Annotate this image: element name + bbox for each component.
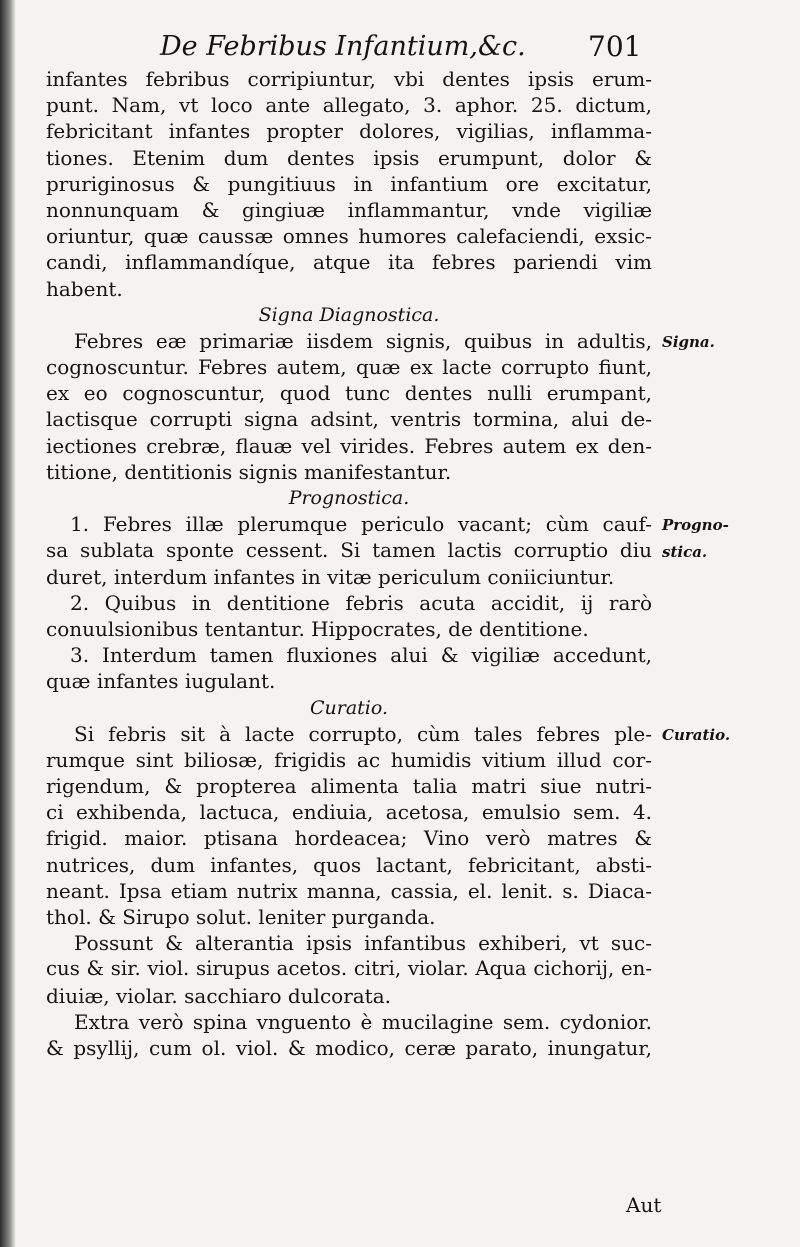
text-line: cus & sir. viol. sirupus acetos. citri, violar. Aqua cichorij, en- — [46, 957, 652, 981]
text-line: ci exhibenda, lactuca, endiuia, acetosa, emulsio sem. 4. — [46, 800, 652, 825]
section-heading: Prognostica. — [288, 487, 410, 509]
page-gutter-shadow — [0, 0, 16, 1247]
text-line: duret, interdum infantes in vitæ periculum coniiciuntur. — [46, 564, 615, 589]
text-line: neant. Ipsa etiam nutrix manna, cassia, el. lenit. s. Diaca- — [46, 878, 652, 903]
text-line: infantes febribus corripiuntur, vbi dentes ipsis erum- — [46, 67, 652, 91]
text-line: Febres eæ primariæ iisdem signis, quibus in adultis, — [74, 328, 652, 353]
text-line: lactisque corrupti signa adsint, ventris tormina, alui de- — [46, 407, 652, 432]
text-line: quæ infantes iugulant. — [46, 669, 276, 694]
text-line: diuiæ, violar. sacchiaro dulcorata. — [46, 983, 391, 1008]
running-header — [0, 30, 800, 64]
text-line: frigid. maior. ptisana hordeacea; Vino verò matres & — [46, 826, 652, 851]
text-line: oriuntur, quæ caussæ omnes humores calefaciendi, exsic- — [46, 224, 652, 249]
text-line: Extra verò spina vnguento è mucilagine sem. cydonior. — [74, 1009, 652, 1034]
text-line: Si febris sit à lacte corrupto, cùm tales febres ple- — [74, 721, 652, 746]
text-line: iectiones crebræ, flauæ vel virides. Febres autem ex den- — [46, 433, 652, 458]
text-line: habent. — [46, 276, 123, 301]
text-line: thol. & Sirupo solut. leniter purganda. — [46, 905, 436, 929]
text-line: 1. Febres illæ plerumque periculo vacant; cùm cauf- — [70, 512, 652, 537]
text-line: conuulsionibus tentantur. Hippocrates, de dentitione. — [46, 616, 589, 641]
text-line: 2. Quibus in dentitione febris acuta accidit, ij rarò — [70, 590, 652, 615]
text-line: candi, inflammandíque, atque ita febres pariendi vim — [46, 250, 652, 275]
text-line: tiones. Etenim dum dentes ipsis erumpunt, dolor & — [46, 145, 652, 170]
text-line: pruriginosus & pungitiuus in infantium ore excitatur, — [46, 171, 652, 196]
text-line: & psyllij, cum ol. viol. & modico, ceræ parato, inungatur, — [46, 1035, 652, 1060]
body-text — [46, 66, 652, 1061]
margin-note: stica. — [662, 542, 708, 561]
text-line: sa sublata sponte cessent. Si tamen lactis corruptio diu — [46, 538, 652, 563]
text-line: febricitant infantes propter dolores, vigilias, inflamma- — [46, 119, 652, 144]
catchword: Aut — [626, 1193, 662, 1217]
text-line: titione, dentitionis signis manifestantur. — [46, 459, 452, 484]
running-title: De Febribus Infantium,&c. — [160, 31, 526, 62]
text-line: ex eo cognoscuntur, quod tunc dentes nulli erumpant, — [46, 381, 652, 406]
section-heading: Signa Diagnostica. — [258, 303, 440, 326]
text-line: nutrices, dum infantes, quos lactant, febricitant, absti- — [46, 852, 652, 877]
text-line: rumque sint biliosæ, frigidis ac humidis vitium illud cor- — [46, 747, 652, 772]
margin-note: Signa. — [662, 333, 715, 351]
text-line: punt. Nam, vt loco ante allegato, 3. aphor. 25. dictum, — [46, 93, 652, 118]
section-heading: Curatio. — [309, 696, 389, 719]
text-line: Possunt & alterantia ipsis infantibus exhiberi, vt suc- — [74, 931, 652, 956]
text-line: rigendum, & propterea alimenta talia matri siue nutri- — [46, 774, 652, 799]
text-line: 3. Interdum tamen fluxiones alui & vigiliæ accedunt, — [70, 643, 652, 668]
page-number: 701 — [588, 30, 642, 63]
text-line: nonnunquam & gingiuæ inflammantur, vnde vigiliæ — [46, 197, 652, 222]
margin-note: Progno- — [662, 516, 729, 535]
margin-note: Curatio. — [662, 726, 731, 744]
text-line: cognoscuntur. Febres autem, quæ ex lacte corrupto fiunt, — [46, 355, 652, 380]
